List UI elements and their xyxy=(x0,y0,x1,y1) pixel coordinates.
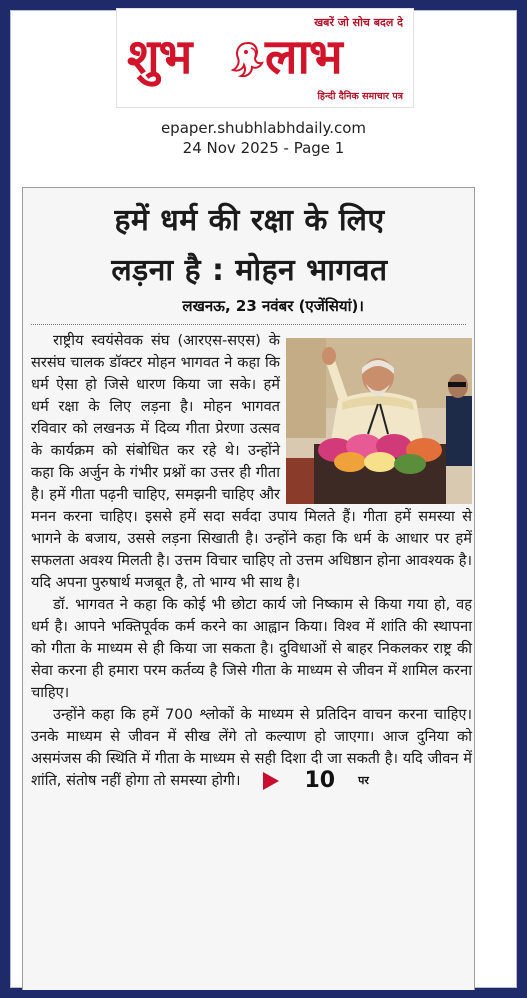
headline-line-1: हमें धर्म की रक्षा के लिए xyxy=(114,203,385,238)
headline-line-2: लड़ना है : मोहन भागवत xyxy=(111,253,388,288)
masthead-tagline: खबरें जो सोच बदल दे xyxy=(314,16,403,29)
dotted-divider xyxy=(31,324,466,325)
newspaper-masthead[interactable] xyxy=(116,8,414,108)
continued-suffix: पर xyxy=(358,774,369,787)
article-headline xyxy=(23,196,476,296)
epaper-site-url[interactable]: epaper.shubhlabhdaily.com xyxy=(160,119,367,137)
article-paragraph-3 xyxy=(31,704,472,792)
page-date-info: 24 Nov 2025 - Page 1 xyxy=(182,139,345,157)
photo-spacer xyxy=(280,330,472,506)
continued-page-number: 10 xyxy=(304,768,336,793)
ganesha-icon xyxy=(229,39,267,79)
masthead-subtag: हिन्दी दैनिक समाचार पत्र xyxy=(317,91,403,102)
article-paragraph-3-text: उन्होंने कहा कि हमें 700 श्लोकों के माध्यम से प्रतिदिन वाचन करना चाहिए। उनके माध्यम से जीवन में सीख लेंगे तो कल्याण हो जाएगा। आज दुनिया को असमंजस की स्थिति में गीता के माध्यम से सही दिशा दी जा सकती है। यदि जीवन में शांति, संतोष नहीं होगा तो समस्या होगी। xyxy=(31,706,472,789)
article-paragraph-2: डॉ. भागवत ने कहा कि कोई भी छोटा कार्य जो निष्काम से किया गया हो, वह धर्म है। आपने भक्तिपूर्वक कर्म करने का आह्वान किया। विश्व में शांति की स्थापना को गीता के माध्यम से ही किया जा सकता है। दुविधाओं से बाहर निकलकर राष्ट्र की सेवा करना ही हमारा परम कर्तव्य है जिसे गीता के माध्यम से जीवन में शामिल करना चाहिए। xyxy=(31,596,472,701)
article-dateline: लखनऊ, 23 नवंबर (एजेंसियां)। xyxy=(182,297,364,315)
masthead-name-right: लाभ xyxy=(265,29,342,85)
continued-on-page-link[interactable] xyxy=(263,770,369,792)
masthead-name-left: शुभ xyxy=(127,29,192,85)
article-paragraph-1: राष्ट्रीय स्वयंसेवक संघ (आरएस-सएस) के सरसंघ चालक डॉक्टर मोहन भागवत ने कहा कि धर्म ऐसा हो जिसे धारण किया जा सके। हमें धर्म रक्षा के लिए लड़ना है। मोहन भागवत रविवार को लखनऊ में दिव्य गीता प्रेरणा उत्सव के कार्यक्रम को संबोधित कर रहे थे। उन्होंने कहा कि अर्जुन के गंभीर प्रश्नों का उत्तर ही गीता है। हमें गीता पढ़नी चाहिए, समझनी चाहिए और मनन करना चाहिए। इससे हमें सदा सर्वदा उपाय मिलते हैं। गीता हमें समस्या से भागने के बजाय, उससे लड़ना सिखाती है। उन्होंने कहा कि धर्म के आधार पर हमें सफलता अवश्य मिलती है। उत्तम विचार चाहिए तो उत्तम अधिष्ठान होना आवश्यक है। यदि अपना पुरुषार्थ मजबूत है, तो भाग्य भी साथ है। xyxy=(31,332,472,591)
article-body xyxy=(31,330,472,792)
triangle-right-icon xyxy=(263,772,279,790)
news-article xyxy=(22,187,475,990)
